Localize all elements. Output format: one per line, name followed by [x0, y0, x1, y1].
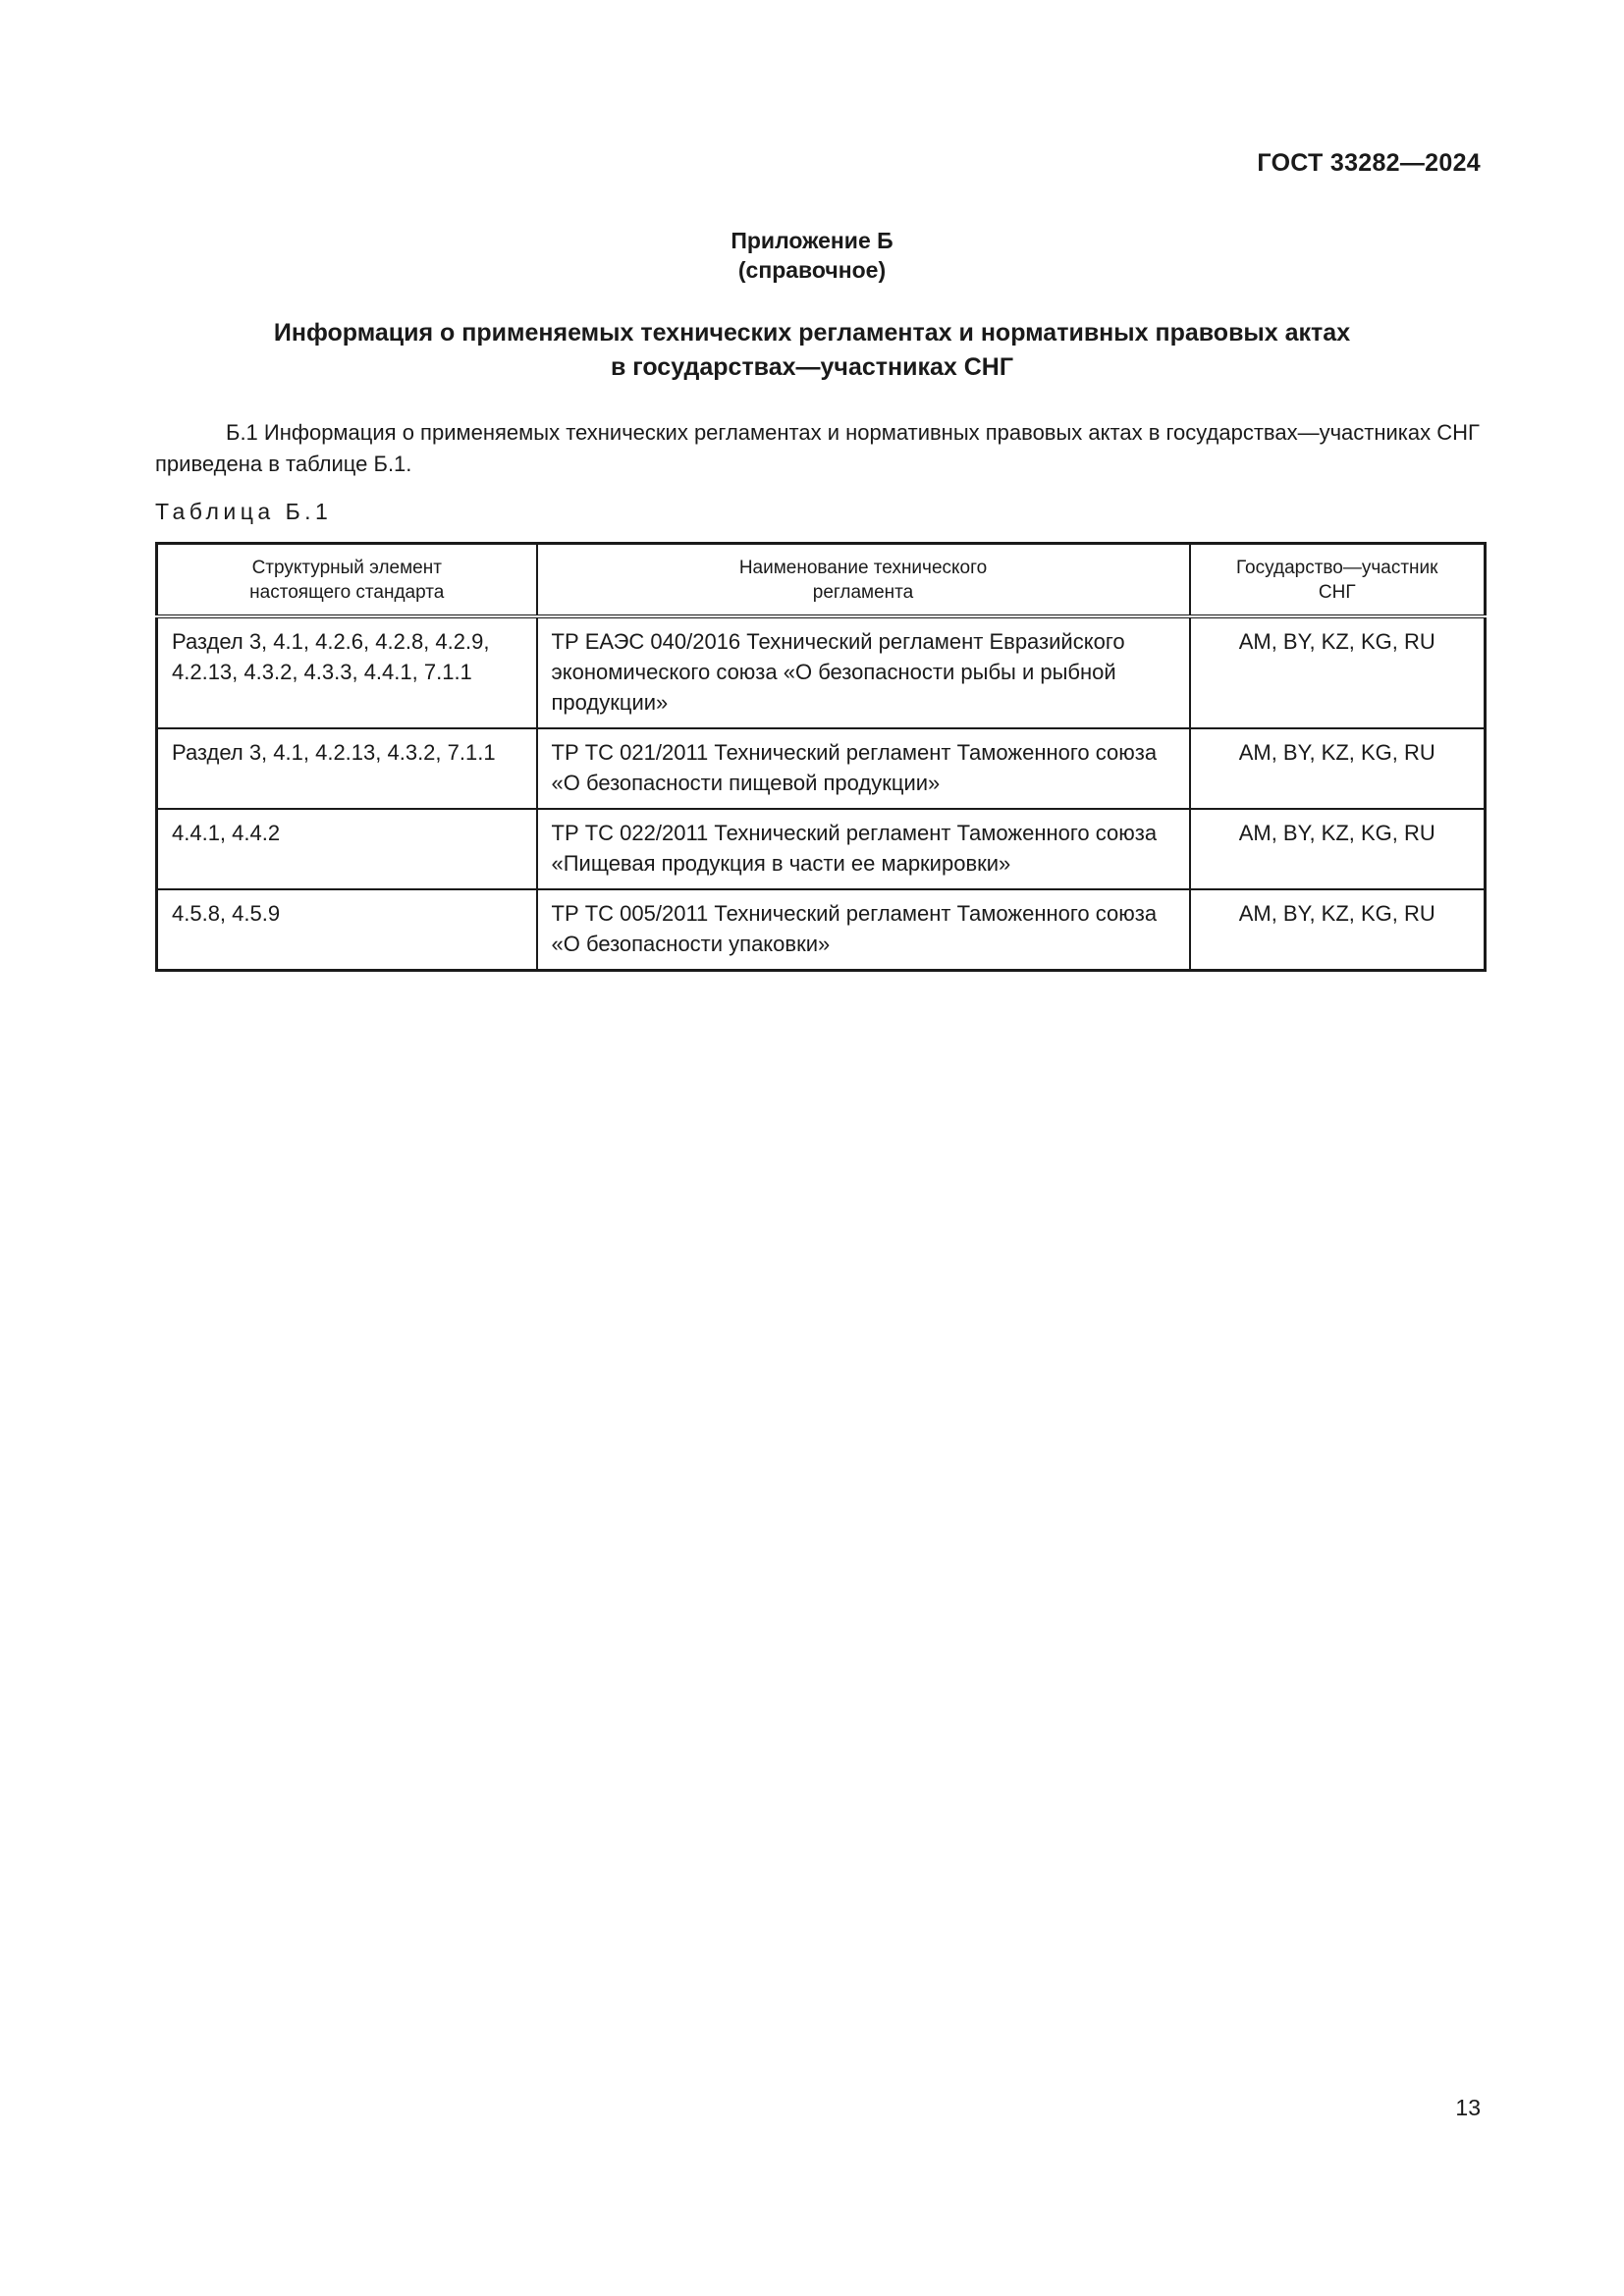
- header-structural-element: Структурный элемент настоящего стандарта: [157, 544, 537, 617]
- cell-regulation: ТР ЕАЭС 040/2016 Технический регламент Евразийского экономического союза «О безопасности рыбы и рыбной продукции»: [537, 616, 1190, 728]
- cell-countries: AM, BY, KZ, KG, RU: [1190, 889, 1486, 971]
- document-code: ГОСТ 33282—2024: [1257, 149, 1481, 177]
- header-member-state: Государство—участник СНГ: [1190, 544, 1486, 617]
- table-row: [157, 616, 1486, 728]
- cell-element: 4.4.1, 4.4.2: [157, 809, 537, 889]
- page-number: 13: [1455, 2095, 1481, 2120]
- table-row: [157, 889, 1486, 971]
- cell-countries: AM, BY, KZ, KG, RU: [1190, 616, 1486, 728]
- cell-element: Раздел 3, 4.1, 4.2.13, 4.3.2, 7.1.1: [157, 728, 537, 809]
- header-regulation-name: Наименование технического регламента: [537, 544, 1190, 617]
- cell-countries: AM, BY, KZ, KG, RU: [1190, 728, 1486, 809]
- cell-element: 4.5.8, 4.5.9: [157, 889, 537, 971]
- table-row: [157, 728, 1486, 809]
- table-row: [157, 809, 1486, 889]
- section-title: [0, 316, 1624, 385]
- intro-paragraph: Б.1 Информация о применяемых технических регламентах и нормативных правовых актах в государствах—участниках СНГ приведена в таблице Б.1.: [155, 420, 1480, 476]
- cell-regulation: ТР ТС 022/2011 Технический регламент Таможенного союза «Пищевая продукция в части ее маркировки»: [537, 809, 1190, 889]
- section-title-line-1: Информация о применяемых технических регламентах и нормативных правовых актах: [273, 319, 1351, 347]
- cell-regulation: ТР ТС 005/2011 Технический регламент Таможенного союза «О безопасности упаковки»: [537, 889, 1190, 971]
- section-title-line-2: в государствах—участниках СНГ: [610, 353, 1014, 381]
- regulations-table: [155, 542, 1487, 972]
- appendix-heading: [0, 226, 1624, 285]
- cell-element: Раздел 3, 4.1, 4.2.6, 4.2.8, 4.2.9, 4.2.13, 4.3.2, 4.3.3, 4.4.1, 7.1.1: [157, 616, 537, 728]
- appendix-type: (справочное): [737, 257, 887, 283]
- cell-regulation: ТР ТС 021/2011 Технический регламент Таможенного союза «О безопасности пищевой продукции»: [537, 728, 1190, 809]
- table-header-row: [157, 544, 1486, 617]
- table-caption: Таблица Б.1: [155, 499, 333, 524]
- cell-countries: AM, BY, KZ, KG, RU: [1190, 809, 1486, 889]
- appendix-title: Приложение Б: [731, 228, 893, 253]
